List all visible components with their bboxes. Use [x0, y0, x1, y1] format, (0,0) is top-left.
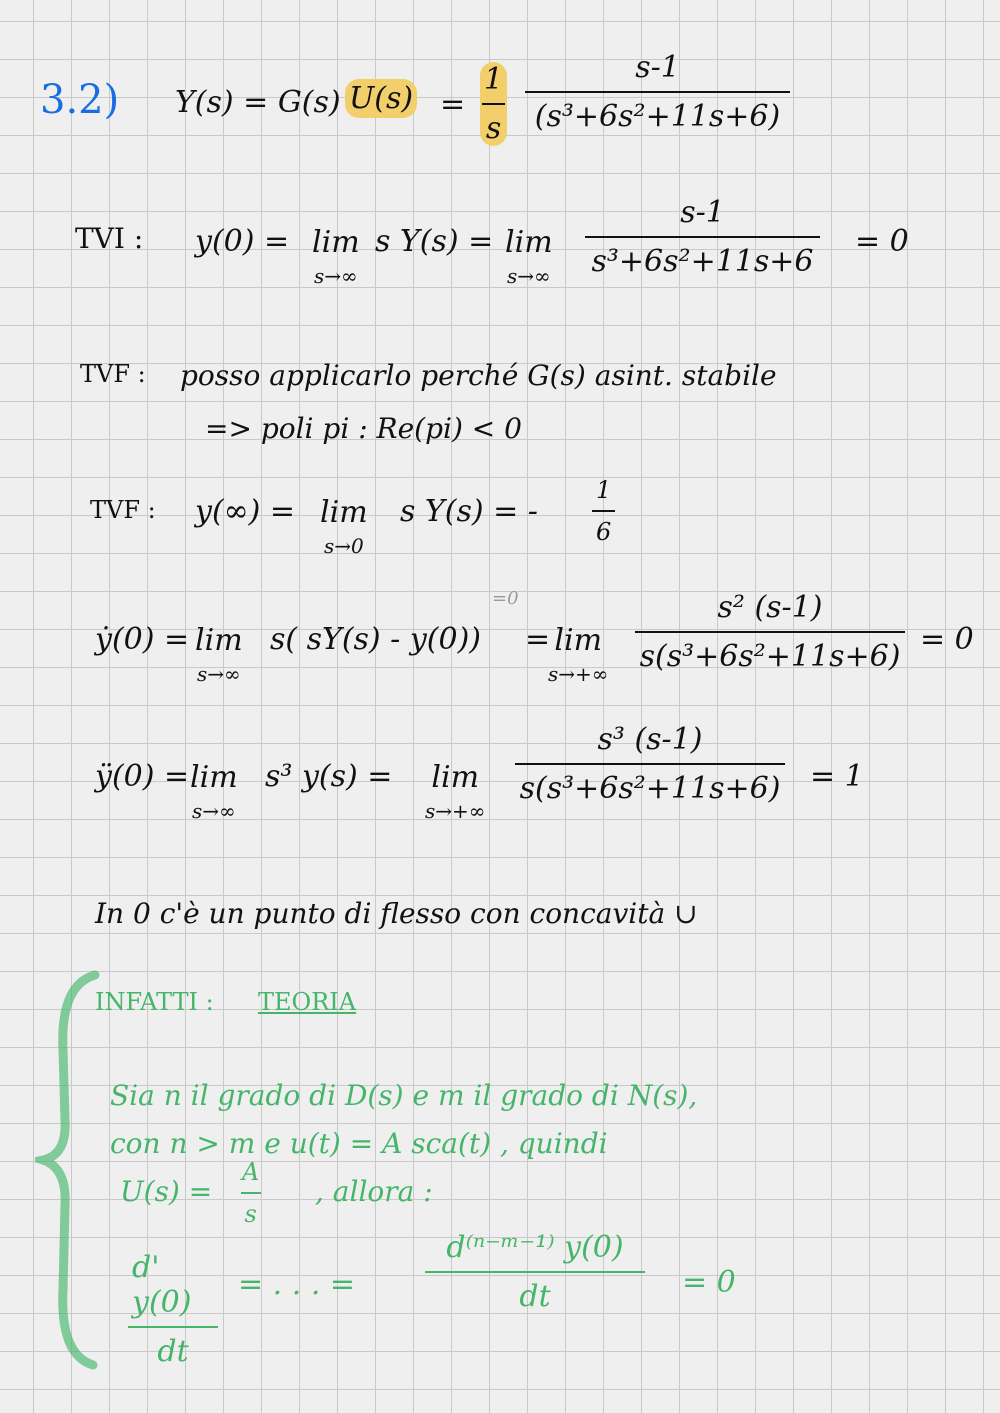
transfer-equation-lhs: Y(s) = G(s): [175, 85, 341, 120]
tvi-label: TVI :: [75, 222, 144, 255]
tvf-expr: s Y(s) = -: [400, 494, 538, 529]
ydot-limit: lim s→∞: [195, 623, 243, 686]
step-fraction: $\frac{1}{s}$: [480, 62, 507, 146]
tvf-condition-line-1: posso applicarlo perché G(s) asint. stabile: [180, 359, 777, 392]
section-number: 3.2): [40, 77, 120, 123]
theory-line-3-rhs: , allora :: [315, 1175, 433, 1208]
theory-line-1: Sia n il grado di D(s) e m il grado di N(s),: [110, 1079, 698, 1112]
tvi-expr: s Y(s) =: [375, 224, 494, 259]
theory-line-2: con n > m e u(t) = A sca(t) , quindi: [110, 1127, 608, 1160]
ydot-expr: s( sY(s) - y(0)): [270, 622, 481, 657]
theory-derivative-1: $\frac{d' y(0)}{dt}$: [128, 1250, 218, 1369]
yddot-limit-2: lim s→+∞: [425, 760, 486, 823]
ydot-limit-2: lim s→+∞: [548, 623, 609, 686]
conclusion-text: In 0 c'è un punto di flesso con concavità ∪: [95, 897, 698, 930]
tvf-lhs: y(∞) =: [195, 494, 296, 529]
ydot-lhs: ẏ(0) =: [95, 622, 190, 657]
theory-heading: INFATTI :: [95, 988, 214, 1016]
plant-fraction: $\frac{s-1}{\text{(s³+6s²+11s+6)}}$: [525, 50, 790, 134]
theory-dots: = . . . =: [238, 1267, 356, 1302]
input-u-highlighted: U(s): [345, 84, 417, 114]
ydot-eq: =: [525, 622, 551, 657]
tvi-limit-1: lim s→∞: [312, 225, 360, 288]
tvf-condition-label: TVF :: [80, 360, 146, 388]
yddot-result: = 1: [810, 759, 864, 794]
ydot-fraction: $\frac{\text{s² (s-1)}}{\text{s(s³+6s²+11s+6)}}$: [635, 590, 905, 674]
tvf-condition-line-2: => poli pi : Re(pi) < 0: [205, 412, 522, 445]
tvi-limit-2: lim s→∞: [505, 225, 553, 288]
tvi-lhs: y(0) =: [195, 224, 290, 259]
equals-sign: =: [440, 87, 466, 122]
ydot-result: = 0: [920, 622, 974, 657]
tvi-result: = 0: [855, 224, 909, 259]
yddot-expr: s³ y(s) =: [265, 759, 393, 794]
theory-derivative-2: $\frac{\text{d⁽ⁿ⁻ᵐ⁻¹⁾ y(0)}}{dt}$: [425, 1230, 645, 1314]
theory-line-3-lhs: U(s) =: [120, 1175, 213, 1208]
yddot-lhs: ÿ(0) =: [95, 759, 190, 794]
theory-heading-2: TEORIA: [258, 988, 357, 1016]
theory-u-fraction: $\frac{A}{s}$: [242, 1158, 260, 1228]
tvf-limit: lim s→0: [320, 495, 368, 558]
tvi-fraction: $\frac{s-1}{\text{s³+6s²+11s+6}}$: [585, 195, 820, 279]
yddot-fraction: $\frac{\text{s³ (s-1)}}{\text{s(s³+6s²+11s+6)}}$: [515, 722, 785, 806]
theory-brace: [35, 970, 115, 1370]
yddot-limit: lim s→∞: [190, 760, 238, 823]
tvf-label: TVF :: [90, 496, 156, 524]
ydot-zero-note: =0: [492, 588, 519, 609]
theory-result: = 0: [682, 1265, 736, 1300]
tvf-fraction: $\frac{1}{6}$: [592, 476, 615, 546]
